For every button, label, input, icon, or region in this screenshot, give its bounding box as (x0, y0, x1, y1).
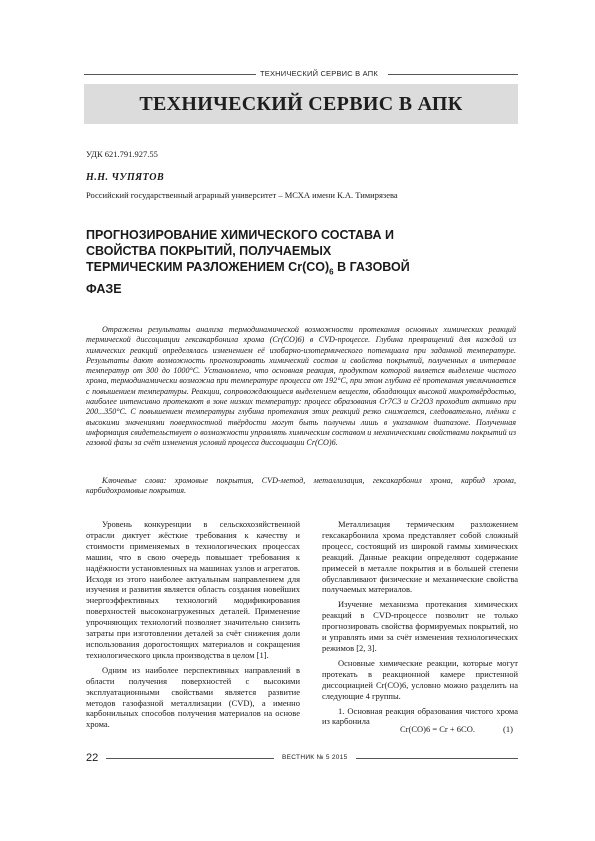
header-rule-right (388, 74, 518, 75)
running-header: ТЕХНИЧЕСКИЙ СЕРВИС В АПК (260, 69, 378, 78)
keywords-text: Ключевые слова: хромовые покрытия, CVD-метод, металлизация, гексакарбонил хрома, карбид хрома, карбидохромовые покрытия. (86, 476, 516, 496)
keywords (86, 476, 516, 497)
paragraph: Основные химические реакции, которые могут протекать в реакционной камере пристенной диссоциацией Cr(CO)6, условно можно разделить на следующие 4 группы. (322, 657, 518, 701)
abstract-text: Отражены результаты анализа термодинамической возможности протекания основных химических реакций термической диссоциации гексакарбонила хрома (Cr(CO)6) в CVD-процессе. Глубина превращений для каждой из химических реакций определялась изменением её изобарно-изотермического потенциала при заданной температуре. Результаты дают возможность прогнозировать химический состав и свойства покрытий, полученных в интервале температур от 300 до 1000°С. Установлено, что основная реакция, продуктом которой является выделение чистого хрома, термодинамически возможна при температуре процесса от 192°С, при этом глубина её протекания увеличивается с повышением температуры. Реакции, сопровождающиеся выделением веществ, обладающих высокой микротвёрдостью, наиболее интенсивно протекают в зоне низких температур: процесс образования Cr7C3 и Cr2O3 проходит активно при 200...350°С. С повышением температуры глубина протекания этих реакций резко снижается, следовательно, плёнки с высокими значениями поверхностной твёрдости могут быть получены лишь в указанном диапазоне. Полученная информация свидетельствует о возможности управлять химическим составом и механическими свойствами покрытий из газовой фазы за счёт изменения условий процесса диссоциации Cr(CO)6. (86, 325, 516, 448)
title-subscript: 6 (329, 267, 334, 277)
header-rule-left (84, 74, 256, 75)
paragraph: Металлизация термическим разложением гексакарбонила хрома представляет собой сложный процесс, состоящий из широкой гаммы химических реакций. Данные реакции определяют содержание примесей в металле покрытия и в большей степени обуславливают физические и механические свойства получаемых материалов. (322, 519, 518, 595)
paragraph: Одним из наиболее перспективных направлений в области получения поверхностей с высокими эксплуатационными свойствами является развитие методов газофазной металлизации (CVD), а именно карбонильных способов получения материалов на основе хрома. (86, 664, 300, 730)
body-column-right (322, 519, 518, 731)
paragraph: Уровень конкуренции в сельскохозяйственной отрасли диктует жёсткие требования к качеству и стоимости применяемых в технологических процессах машин, что в свою очередь повышает требования к надёжности установленных на машинах узлов и агрегатов. Исходя из этого наиболее актуальным направлением для изучения и развития является область создания новейших энергоэффективных технологий модификирования поверхностей высоконагруженных деталей. Применение упрочняющих технологий позволяет значительно снизить затраты при изготовлении деталей за счёт снижения доли использования дорогостоящих материалов и сокращения технологического цикла производства в целом [1]. (86, 519, 300, 660)
footer-rule-left (106, 758, 274, 759)
banner-title: ТЕХНИЧЕСКИЙ СЕРВИС В АПК (139, 92, 463, 115)
abstract (86, 325, 516, 449)
title-main: ПРОГНОЗИРОВАНИЕ ХИМИЧЕСКОГО СОСТАВА И СВОЙСТВА ПОКРЫТИЙ, ПОЛУЧАЕМЫХ ТЕРМИЧЕСКИМ РАЗЛОЖЕНИЕМ Cr(CO) (86, 228, 394, 274)
paragraph: Изучение механизма протекания химических реакций в CVD-процессе позволит не только прогнозировать свойства формируемых покрытий, но и управлять ими за счёт изменения технологических режимов [2, 3]. (322, 599, 518, 653)
author-name: Н.Н. ЧУПЯТОВ (86, 172, 165, 183)
paragraph: 1. Основная реакция образования чистого хрома из карбонила (322, 705, 518, 727)
equation: Cr(CO)6 = Cr + 6CO. (400, 724, 475, 734)
udk-code: УДК 621.791.927.55 (86, 149, 158, 159)
author-affiliation: Российский государственный аграрный университет – МСХА имени К.А. Тимирязева (86, 190, 398, 200)
body-column-left (86, 519, 300, 734)
equation-number: (1) (503, 724, 513, 734)
title-end: В ГАЗОВОЙ ФАЗЕ (86, 260, 410, 296)
page-number: 22 (86, 752, 99, 764)
journal-issue: ВЕСТНИК № 5 2015 (282, 754, 348, 761)
section-banner (84, 84, 518, 124)
footer-rule-right (356, 758, 518, 759)
article-title (86, 227, 416, 297)
